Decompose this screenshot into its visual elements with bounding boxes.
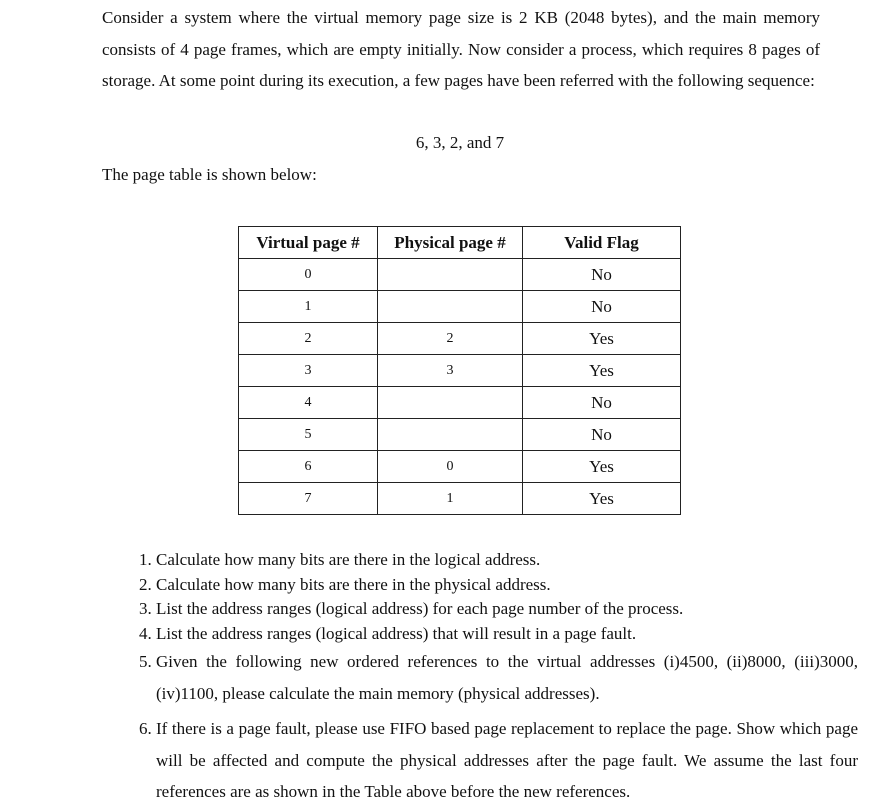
- virtual-page-cell: 0: [239, 259, 378, 291]
- physical-page-cell: 0: [378, 451, 523, 483]
- valid-flag-cell: No: [523, 419, 681, 451]
- table-row: [239, 323, 681, 355]
- valid-flag-cell: Yes: [523, 323, 681, 355]
- physical-page-cell: [378, 419, 523, 451]
- reference-sequence: 6, 3, 2, and 7: [415, 133, 505, 152]
- virtual-page-cell: 7: [239, 483, 378, 515]
- table-header-row: [239, 227, 681, 259]
- physical-page-cell: 2: [378, 323, 523, 355]
- question-item: 6. If there is a page fault, please use FIFO based page replacement to replace the page. Show which page will be affected and compute the physical addresses after the page fault. We assume the last four references are as shown in the Table above before the new references.: [156, 713, 858, 808]
- physical-page-cell: 3: [378, 355, 523, 387]
- physical-page-cell: 1: [378, 483, 523, 515]
- header-virtual-page: Virtual page #: [239, 227, 378, 259]
- question-item: 2. Calculate how many bits are there in the physical address.: [156, 573, 858, 598]
- question-item: 5. Given the following new ordered references to the virtual addresses (i)4500, (ii)8000, (iii)3000, (iv)1100, please calculate the main memory (physical addresses).: [156, 646, 858, 709]
- page-table: [238, 226, 681, 515]
- header-valid-flag: Valid Flag: [523, 227, 681, 259]
- virtual-page-cell: 1: [239, 291, 378, 323]
- question-item: 4. List the address ranges (logical address) that will result in a page fault.: [156, 622, 858, 647]
- table-row: [239, 483, 681, 515]
- table-row: [239, 291, 681, 323]
- valid-flag-cell: Yes: [523, 355, 681, 387]
- valid-flag-cell: No: [523, 387, 681, 419]
- question-item: 1. Calculate how many bits are there in the logical address.: [156, 548, 858, 573]
- table-caption: The page table is shown below:: [102, 165, 317, 184]
- virtual-page-cell: 5: [239, 419, 378, 451]
- valid-flag-cell: Yes: [523, 451, 681, 483]
- virtual-page-cell: 3: [239, 355, 378, 387]
- table-row: [239, 355, 681, 387]
- table-row: [239, 387, 681, 419]
- table-row: [239, 419, 681, 451]
- physical-page-cell: [378, 387, 523, 419]
- question-list: [118, 548, 858, 808]
- virtual-page-cell: 4: [239, 387, 378, 419]
- virtual-page-cell: 2: [239, 323, 378, 355]
- valid-flag-cell: No: [523, 259, 681, 291]
- valid-flag-cell: No: [523, 291, 681, 323]
- question-item: 3. List the address ranges (logical address) for each page number of the process.: [156, 597, 858, 622]
- virtual-page-cell: 6: [239, 451, 378, 483]
- valid-flag-cell: Yes: [523, 483, 681, 515]
- table-row: [239, 451, 681, 483]
- header-physical-page: Physical page #: [378, 227, 523, 259]
- table-row: [239, 259, 681, 291]
- physical-page-cell: [378, 291, 523, 323]
- physical-page-cell: [378, 259, 523, 291]
- intro-paragraph: Consider a system where the virtual memory page size is 2 KB (2048 bytes), and the main memory consists of 4 page frames, which are empty initially. Now consider a process, which requires 8 pages of storage. At some point during its execution, a few pages have been referred with the following sequence:: [102, 8, 820, 90]
